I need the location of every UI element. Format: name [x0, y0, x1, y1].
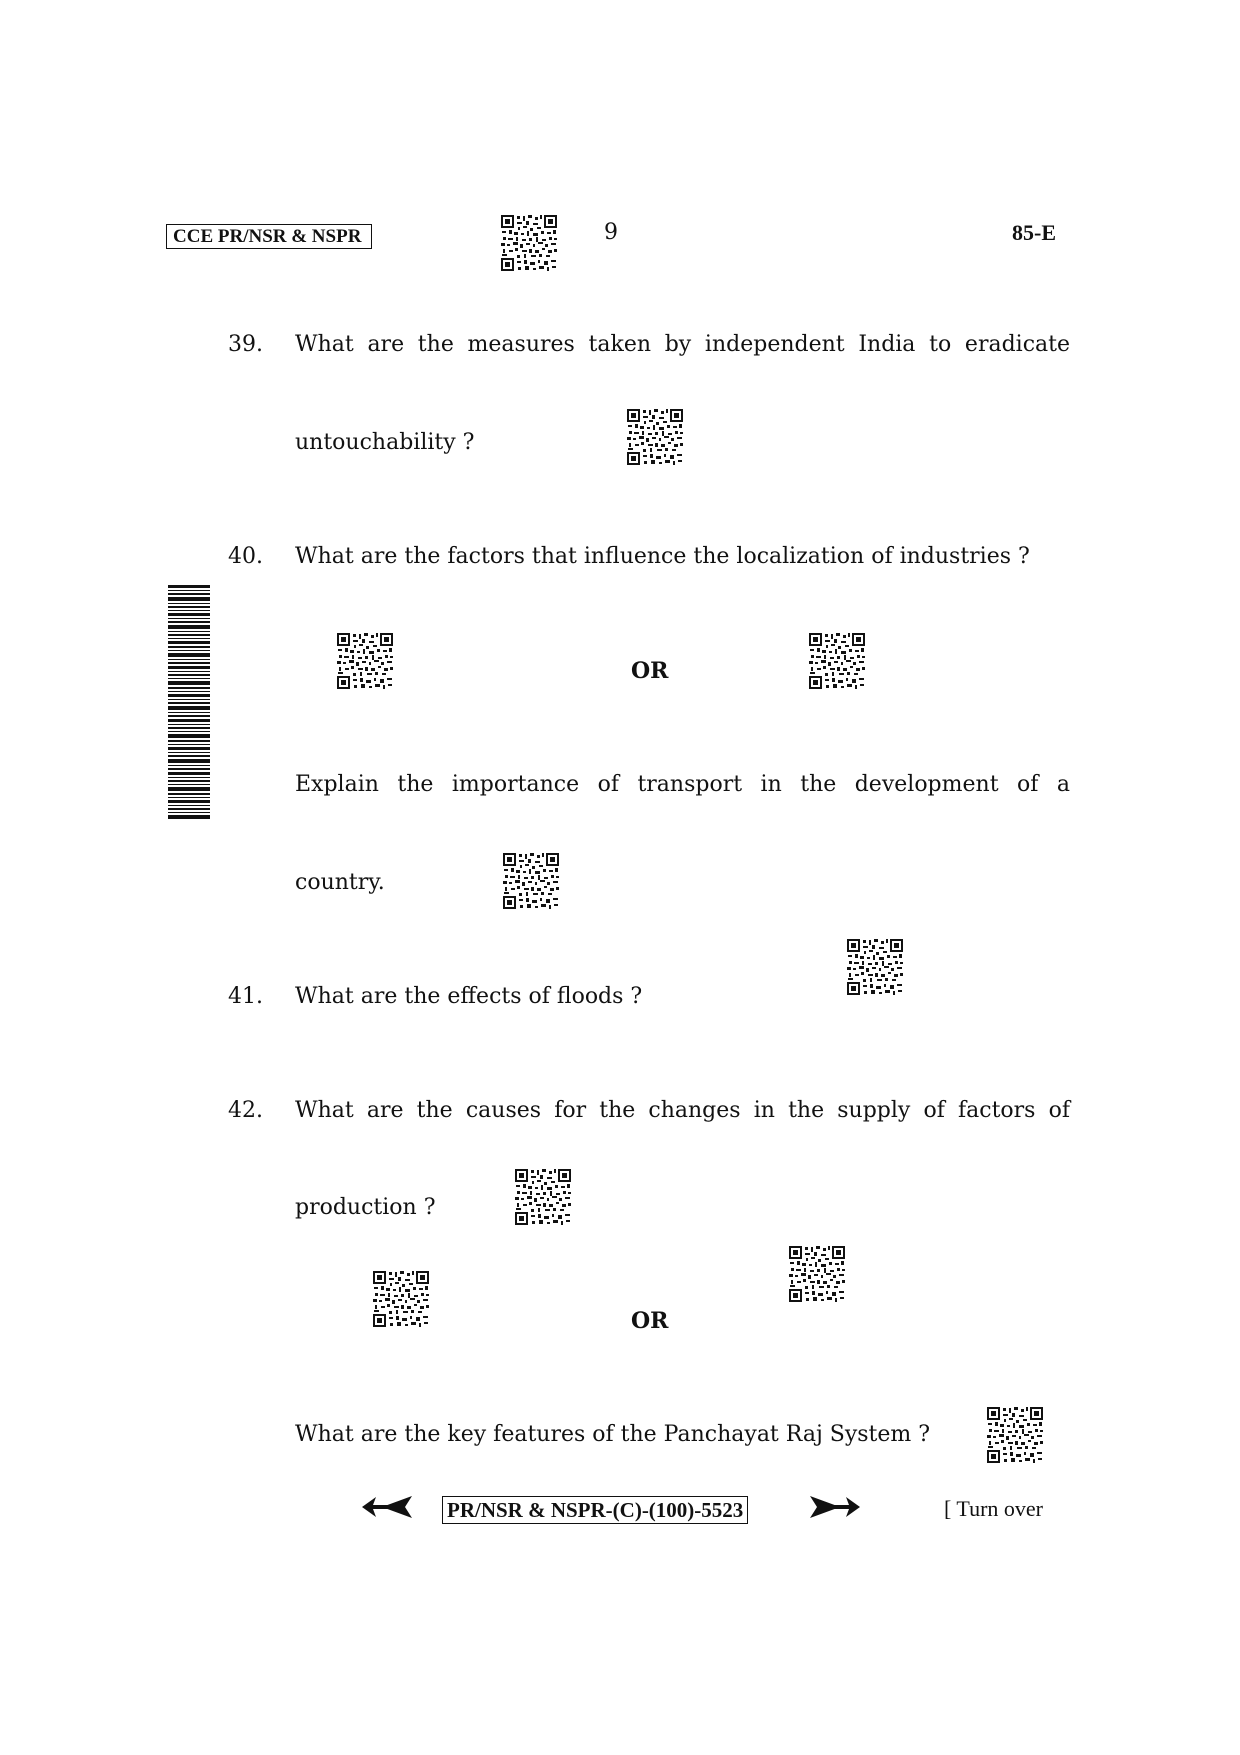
question-text: What are the causes for the changes in the supply of factors of	[295, 1098, 1070, 1123]
right-arrow-icon	[808, 1494, 862, 1520]
qr-code-icon	[626, 408, 684, 466]
page-number: 9	[604, 220, 618, 245]
paper-code: 85-E	[1012, 220, 1056, 245]
course-code-label: CCE PR/NSR & NSPR	[166, 224, 372, 249]
barcode-icon	[168, 585, 210, 820]
question-text-continued: production ?	[295, 1195, 436, 1220]
left-arrow-icon	[360, 1494, 414, 1520]
qr-code-icon	[514, 1168, 572, 1226]
question-number: 39.	[228, 332, 263, 357]
question-text-continued: untouchability ?	[295, 430, 475, 455]
alternative-question-text: What are the key features of the Panchayat Raj System ?	[295, 1422, 931, 1447]
qr-code-icon	[372, 1270, 430, 1328]
qr-code-icon	[500, 214, 558, 272]
turn-over-label: [ Turn over	[944, 1496, 1044, 1521]
qr-code-icon	[986, 1406, 1044, 1464]
alternative-question-text-continued: country.	[295, 870, 385, 895]
question-text: What are the measures taken by independent India to eradicate	[295, 332, 1070, 357]
qr-code-icon	[502, 852, 560, 910]
qr-code-icon	[336, 632, 394, 690]
or-separator: OR	[631, 1308, 669, 1334]
question-text: What are the effects of floods ?	[295, 984, 643, 1009]
question-number: 41.	[228, 984, 263, 1009]
qr-code-icon	[788, 1245, 846, 1303]
qr-code-icon	[808, 632, 866, 690]
alternative-question-text: Explain the importance of transport in the development of a	[295, 772, 1070, 797]
question-number: 42.	[228, 1098, 263, 1123]
question-number: 40.	[228, 544, 263, 569]
or-separator: OR	[631, 658, 669, 684]
series-code-label: PR/NSR & NSPR-(C)-(100)-5523	[442, 1496, 748, 1524]
question-text: What are the factors that influence the localization of industries ?	[295, 544, 1030, 569]
qr-code-icon	[846, 938, 904, 996]
